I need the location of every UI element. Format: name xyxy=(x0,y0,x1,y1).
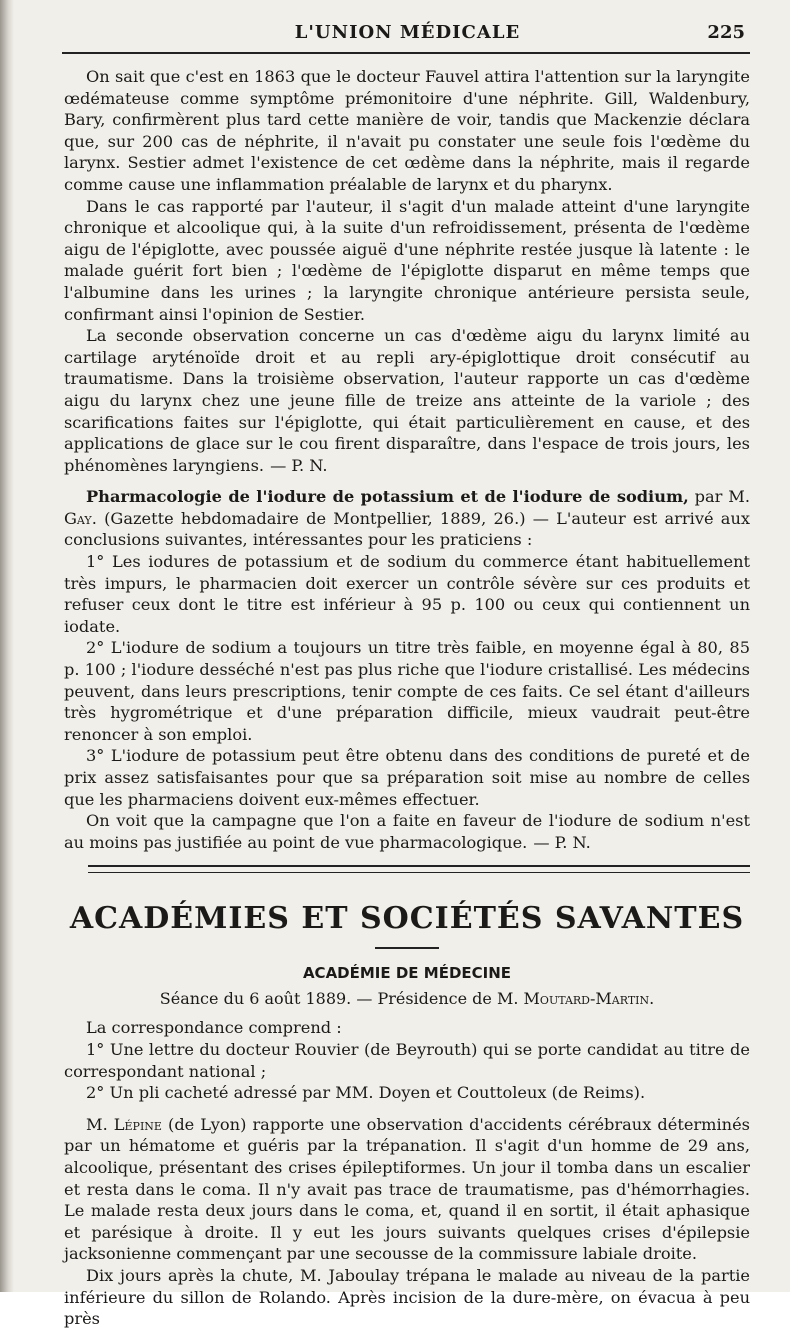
section-title-rule xyxy=(375,947,439,949)
lepine-text: (de Lyon) rapporte une observation d'accidents cérébraux déterminés par un hématome et guéris par la trépanation. Il s'agit d'un homme de 29 ans, alcoolique, présentant des crises épileptiformes. Un jour il tomba dans un escalier et resta dans le coma. Il n'y avait pas trace de traumatisme, pas d'hémorrhagies. Le malade resta deux jours dans le coma, et, quand il en sortit, il était aphasique et parésique à droite. Il y eut les jours suivants quelques crises d'épilepsie jacksonienne commençant par une secousse de la commissure labiale droite. xyxy=(64,1114,750,1264)
article1-signature: — P. N. xyxy=(270,455,328,475)
page-header xyxy=(70,22,745,48)
session-president: Moutard-Martin. xyxy=(523,989,655,1009)
header-rule xyxy=(62,52,750,54)
article2-reference: (Gazette hebdomadaire de Montpellier, 1889, 26.) — L'auteur est arrivé aux conclusions suivantes, intéressantes pour les praticiens : xyxy=(64,508,750,550)
article2-byline: par M. xyxy=(694,487,750,507)
article2-title: Pharmacologie de l'iodure de potassium et de l'iodure de sodium, xyxy=(86,487,689,507)
page-content xyxy=(64,66,750,1330)
subsection-title: ACADÉMIE DE MÉDECINE xyxy=(302,964,512,983)
article2-item-3: 3° L'iodure de potassium peut être obtenu dans des conditions de pureté et de prix assez satisfaisantes pour que sa préparation soit mise au nombre de celles que les pharmaciens doivent eux-mêmes effectuer. xyxy=(64,746,750,809)
section-title: ACADÉMIES ET SOCIÉTÉS SAVANTES xyxy=(69,901,745,937)
article2-author: Gay. xyxy=(64,508,97,528)
article2-conclusion xyxy=(64,810,750,853)
article2-item-2: 2° L'iodure de sodium a toujours un titre très faible, en moyenne égal à 80, 85 p. 100 ; l'iodure desséché n'est pas plus riche que l'iodure cristallisé. Les médecins peuvent, dans leurs prescriptions, tenir compte de ces faits. Ce sel étant d'ailleurs très hygrométrique et d'une préparation difficile, mieux vaudrait peut-être renoncer à son emploi. xyxy=(64,638,750,744)
session-heading-text: Séance du 6 août 1889. — Présidence de M. xyxy=(159,989,519,1009)
page-edge-shadow xyxy=(0,0,14,1292)
article1-paragraph-1: On sait que c'est en 1863 que le docteur Fauvel attira l'attention sur la laryngite œdémateuse comme symptôme prémonitoire d'une néphrite. Gill, Waldenbury, Bary, confirmèrent plus tard cette manière de voir, tandis que Mackenzie déclara que, sur 200 cas de néphrite, il n'avait pu constater une seule fois l'œdème du larynx. Sestier admet l'existence de cet œdème dans la néphrite, mais il regarde comme cause une inflammation préalable de larynx et du pharynx. xyxy=(64,67,750,194)
article1-paragraph-2: Dans le cas rapporté par l'auteur, il s'agit d'un malade atteint d'une laryngite chronique et alcoolique qui, à la suite d'un refroidissement, présenta de l'œdème aigu de l'épiglotte, avec poussée aiguë d'une néphrite restée jusque là latente : le malade guérit fort bien ; l'œdème de l'épiglotte disparut en même temps que l'albumine dans les urines ; la laryngite chronique antérieure persista seule, confirmant ainsi l'opinion de Sestier. xyxy=(64,196,750,324)
lepine-paragraph xyxy=(64,1114,750,1265)
correspondence-item-2: 2° Un pli cacheté adressé par MM. Doyen et Couttoleux (de Reims). xyxy=(86,1083,646,1103)
article1-paragraph-3 xyxy=(64,325,750,476)
trepanation-paragraph: Dix jours après la chute, M. Jaboulay trépana le malade au niveau de la partie inférieure du sillon de Rolando. Après incision de la dure-mère, on évacua à peu près xyxy=(64,1265,750,1329)
article2-item-1: 1° Les iodures de potassium et de sodium du commerce étant habituellement très impurs, le pharmacien doit exercer un contrôle sévère sur ces produits et refuser ceux dont le titre est inférieur à 95 p. 100 ou ceux qui contiennent un iodate. xyxy=(64,552,750,636)
page-number: 225 xyxy=(707,22,745,43)
correspondence-item-1: 1° Une lettre du docteur Rouvier (de Beyrouth) qui se porte candidat au titre de correspondant national ; xyxy=(64,1039,750,1081)
article2-header xyxy=(64,486,750,551)
article2-conclusion-text: On voit que la campagne que l'on a faite en faveur de l'iodure de sodium n'est au moins pas justifiée au point de vue pharmacologique. xyxy=(64,811,750,852)
article1-paragraph-3-text: La seconde observation concerne un cas d'œdème aigu du larynx limité au cartilage aryténoïde droit et au repli ary-épiglottique droit consécutif au traumatisme. Dans la troisième observation, l'auteur rapporte un cas d'œdème aigu du larynx chez une jeune fille de treize ans atteinte de la variole ; des scarifications faites sur l'épiglotte, qui était particulièrement en cause, et des applications de glace sur le cou firent disparaître, dans l'espace de trois jours, les phénomènes laryngiens. xyxy=(64,326,750,475)
section-separator xyxy=(88,865,750,873)
correspondence-intro: La correspondance comprend : xyxy=(86,1018,342,1038)
session-heading xyxy=(64,989,750,1009)
running-title: L'UNION MÉDICALE xyxy=(294,22,521,43)
article2-signature: — P. N. xyxy=(533,832,591,852)
lepine-name: M. Lépine xyxy=(86,1114,162,1134)
